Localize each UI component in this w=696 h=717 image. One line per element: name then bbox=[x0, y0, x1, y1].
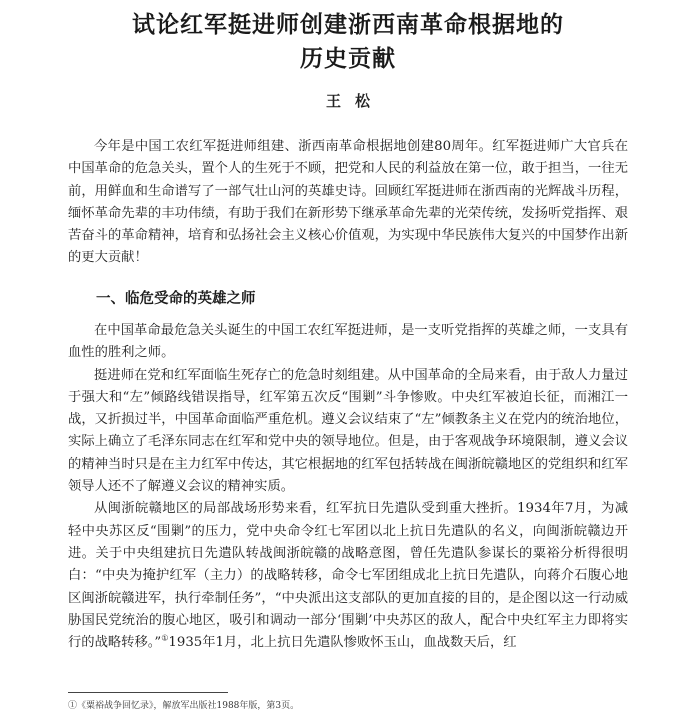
section-heading: 一、临危受命的英雄之师 bbox=[96, 291, 256, 307]
section1-body bbox=[68, 320, 628, 654]
footnote: ①《粟裕战争回忆录》，解放军出版社1988年版，第3页。 bbox=[68, 701, 300, 711]
footnote-reference[interactable]: ① bbox=[161, 633, 169, 643]
paragraph-1: 在中国革命最危急关头诞生的中国工农红军挺进师，是一支听党指挥的英雄之师，一支具有血性的胜利之师。 bbox=[68, 323, 628, 361]
author-name: 王松 bbox=[325, 92, 384, 110]
article-title-line1: 试论红军挺进师创建浙西南革命根据地的 bbox=[132, 12, 564, 38]
intro-paragraph: 今年是中国工农红军挺进师组建、浙西南革命根据地创建80周年。红军挺进师广大官兵在中国革命的危急关头，置个人的生死于不顾，把党和人民的利益放在第一位，敢于担当，一往无前，用鲜血和生命谱写了一部气壮山河的英雄史诗。回顾红军挺进师在浙西南的光辉战斗历程，缅怀革命先辈的丰功伟绩，有助于我们在新形势下继承革命先辈的光荣传统，发扬听党指挥、艰苦奋斗的革命精神，培育和弘扬社会主义核心价值观，为实现中华民族伟大复兴的中国梦作出新的更大贡献！ bbox=[68, 139, 628, 266]
paragraph-3 bbox=[68, 498, 628, 654]
footnote-divider bbox=[68, 692, 228, 693]
intro-block bbox=[68, 136, 628, 270]
paragraph-3-text-b: 1935年1月，北上抗日先遣队惨败怀玉山，血战数天后，红 bbox=[168, 635, 517, 651]
article-title-line2: 历史贡献 bbox=[300, 46, 396, 72]
paragraph-2: 挺进师在党和红军面临生死存亡的危急时刻组建。从中国革命的全局来看，由于敌人力量过于强大和“左”倾路线错误指导，红军第五次反“围剿”斗争惨败。中央红军被迫长征，而湘江一战，又折损过半，中国革命面临严重危机。遵义会议结束了“左”倾教条主义在党内的统治地位，实际上确立了毛泽东同志在红军和党中央的领导地位。但是，由于客观战争环境限制，遵义会议的精神当时只是在主力红军中传达，其它根据地的红军包括转战在闽浙皖赣地区的党组织和红军领导人还不了解遵义会议的精神实质。 bbox=[68, 367, 628, 495]
paragraph-3-text-a: 从闽浙皖赣地区的局部战场形势来看，红军抗日先遣队受到重大挫折。1934年7月，为减轻中央苏区反“围剿”的压力，党中央命令红七军团以北上抗日先遣队的名义，向闽浙皖赣边开进。关于中央组建抗日先遣队转战闽浙皖赣的战略意图，曾任先遣队参谋长的粟裕分析得很明白：“中央为掩护红军（主力）的战略转移，命令七军团组成北上抗日先遣队，向蒋介石腹心地区闽浙皖赣进军，执行牵制任务”，“中央派出这支部队的更加直接的目的，是企图以这一行动威胁国民党统治的腹心地区，吸引和调动一部分‘围剿’中央苏区的敌人，配合中央红军主力即将实行的战略转移。” bbox=[68, 501, 628, 651]
